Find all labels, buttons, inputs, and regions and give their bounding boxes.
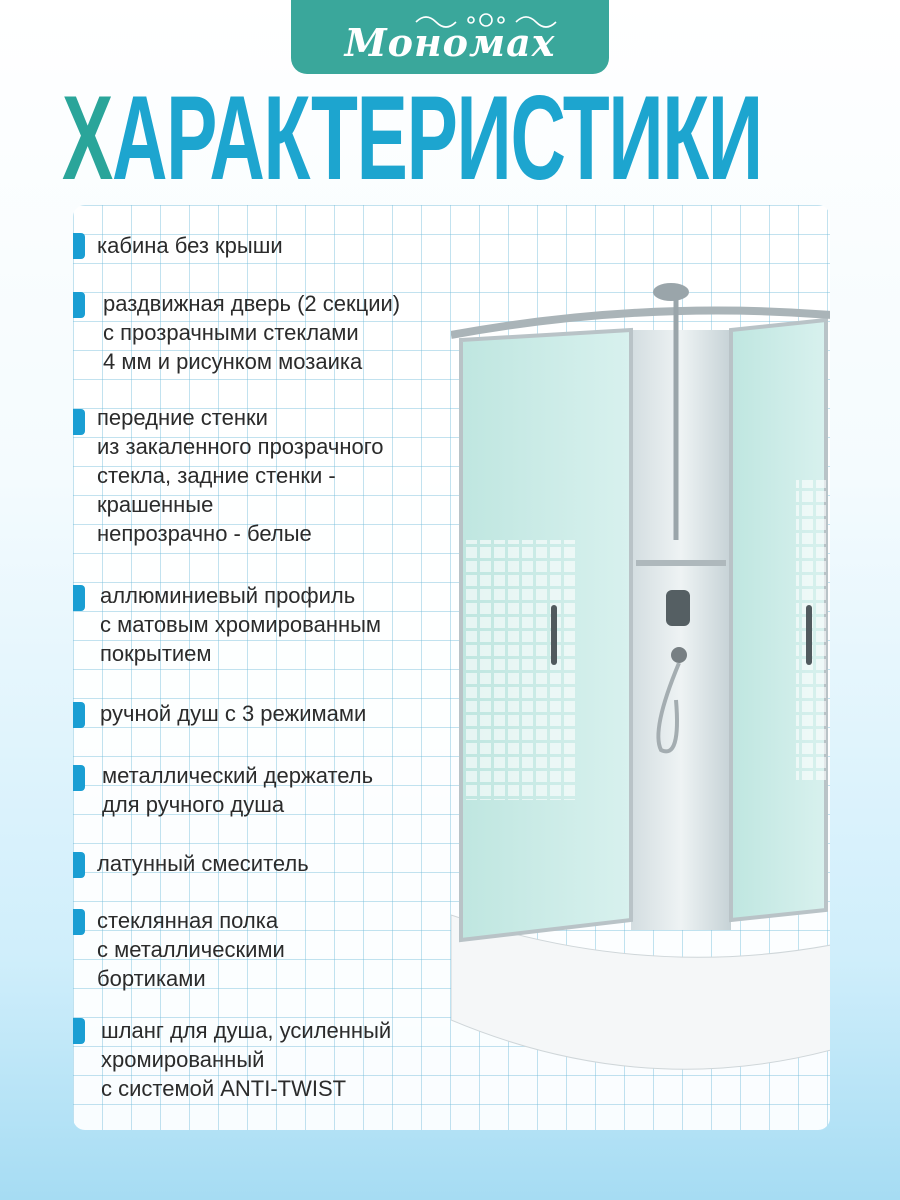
brand-name: Мономах (344, 19, 556, 65)
feature-text: передние стенки из закаленного прозрачного стекла, задние стенки - крашенные непрозрачно - белые (97, 405, 384, 546)
bullet-square-icon (73, 765, 85, 791)
feature-text: стеклянная полка с металлическими бортиками (97, 908, 285, 991)
bullet-square-icon (73, 585, 85, 611)
bullet-square-icon (73, 233, 85, 259)
brand-logo-tab (291, 0, 609, 74)
bullet-square-icon (73, 852, 85, 878)
shower-cabin-image (451, 280, 830, 1070)
page-title-first-letter: Х (62, 71, 112, 205)
page-title-rest: АРАКТЕРИСТИКИ (111, 71, 762, 205)
bullet-square-icon (73, 292, 85, 318)
feature-text: кабина без крыши (97, 233, 283, 258)
page-title (62, 71, 762, 205)
feature-text: металлический держатель для ручного душа (102, 763, 374, 817)
feature-text: латунный смеситель (97, 851, 309, 876)
feature-text: шланг для душа, усиленный хромированный с системой ANTI-TWIST (101, 1018, 392, 1101)
bullet-square-icon (73, 409, 85, 435)
bullet-square-icon (73, 909, 85, 935)
feature-text: ручной душ с 3 режимами (100, 701, 367, 726)
features-panel (73, 205, 830, 1130)
feature-text: раздвижная дверь (2 секции) с прозрачными стеклами 4 мм и рисунком мозаика (103, 291, 401, 374)
bullet-square-icon (73, 702, 85, 728)
bullet-square-icon (73, 1018, 85, 1044)
logo-ornament-icon (411, 10, 561, 30)
feature-text: аллюминиевый профиль с матовым хромированным покрытием (100, 583, 382, 666)
